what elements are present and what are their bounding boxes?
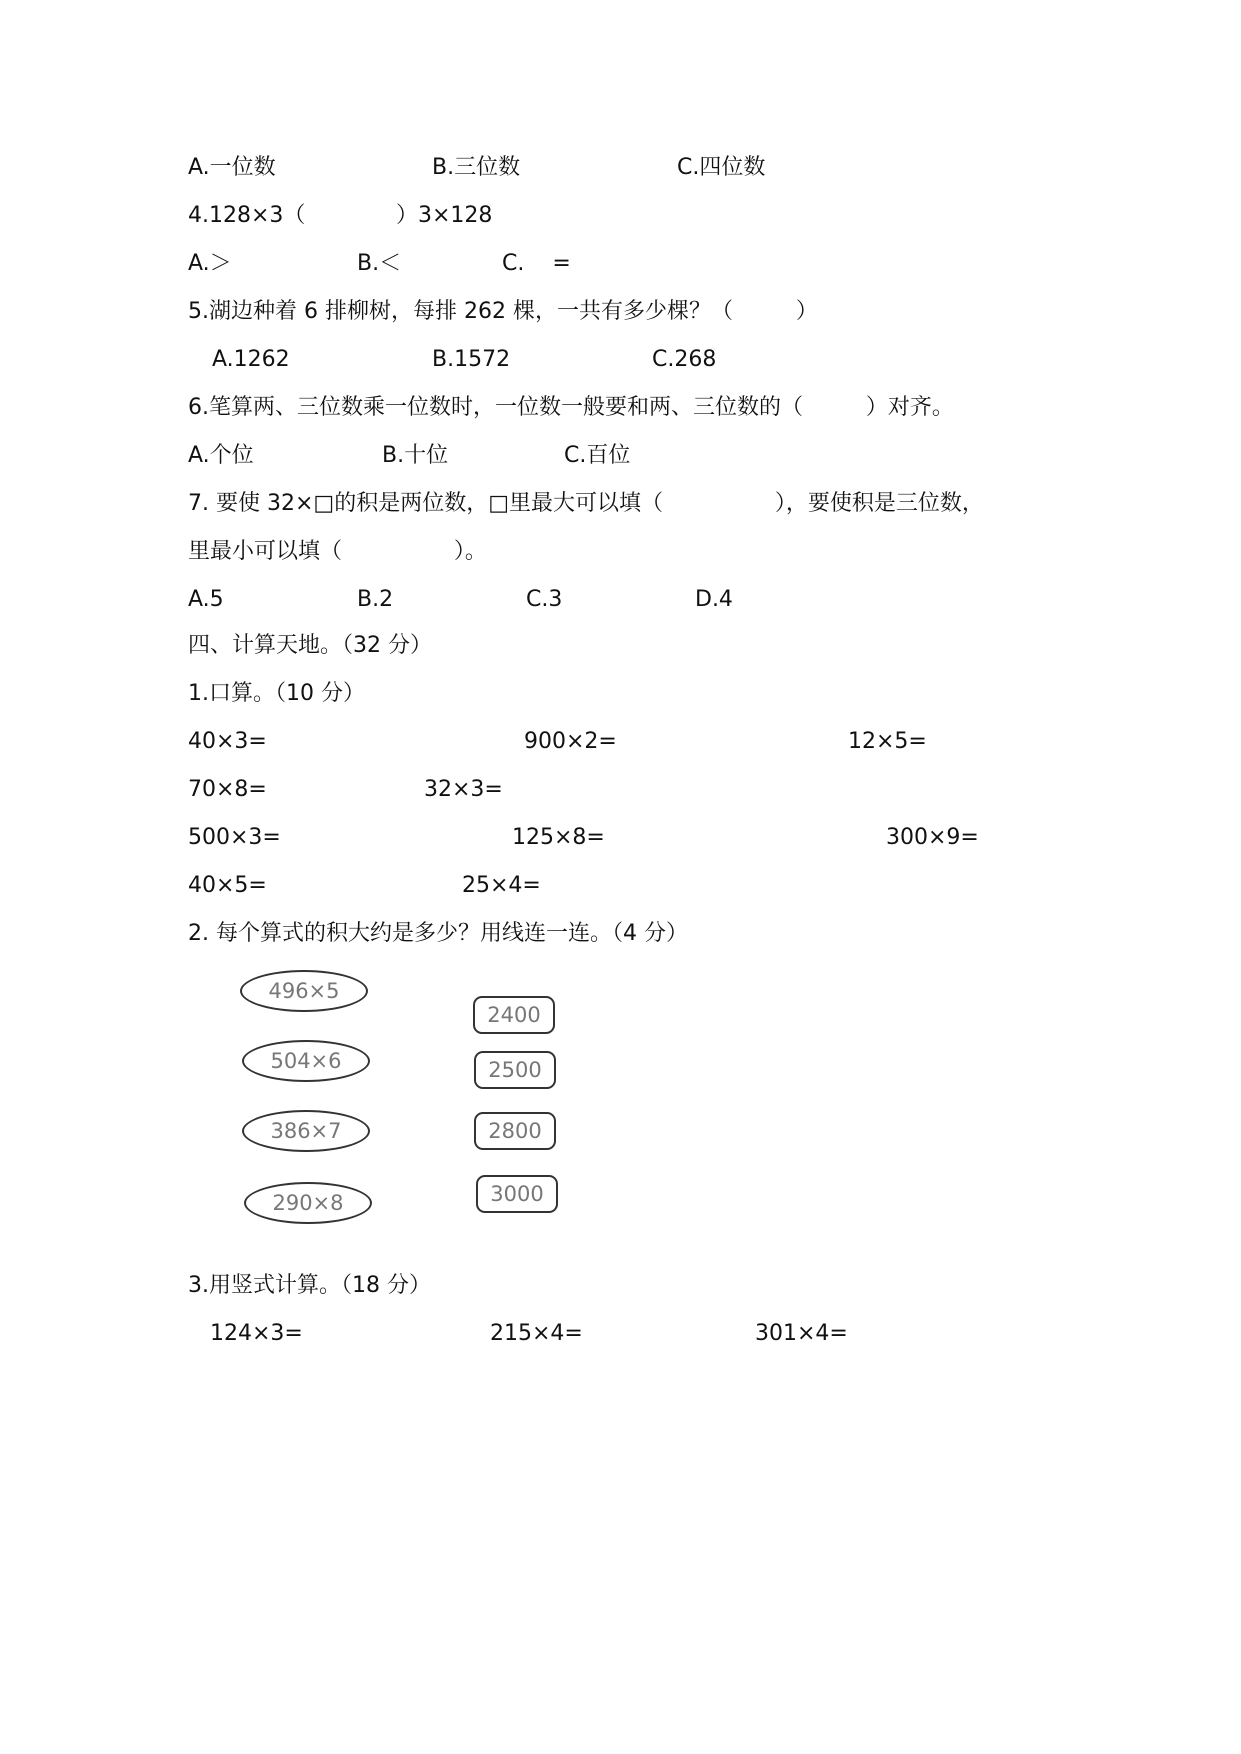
expression-oval[interactable]: 496×5 [240, 970, 368, 1012]
q3-option-c: C.四位数 [677, 155, 766, 180]
q3-option-b: B.三位数 [432, 155, 521, 180]
q6-option-b: B.十位 [382, 443, 449, 468]
part2-title: 2. 每个算式的积大约是多少？用线连一连。（4 分） [188, 921, 688, 946]
q7-option-b: B.2 [357, 587, 394, 612]
part3-title: 3.用竖式计算。（18 分） [188, 1273, 431, 1298]
q4-option-a: A.＞ [188, 251, 232, 276]
q5-option-a: A.1262 [212, 347, 290, 372]
part3-expr: 215×4= [490, 1321, 583, 1346]
part1-expr: 25×4= [462, 873, 541, 898]
value-box[interactable]: 2400 [473, 996, 555, 1034]
part1-expr: 40×5= [188, 873, 267, 898]
section4-title: 四、计算天地。（32 分） [188, 633, 432, 658]
expression-oval[interactable]: 290×8 [244, 1182, 372, 1224]
q6-question: 6.笔算两、三位数乘一位数时，一位数一般要和两、三位数的（ ）对齐。 [188, 395, 954, 420]
part1-expr: 300×9= [886, 825, 979, 850]
q6-option-a: A.个位 [188, 443, 254, 468]
part1-expr: 32×3= [424, 777, 503, 802]
q6-option-c: C.百位 [564, 443, 631, 468]
q4-option-b: B.＜ [357, 251, 402, 276]
q3-option-a: A.一位数 [188, 155, 276, 180]
value-box[interactable]: 2800 [474, 1112, 556, 1150]
part1-expr: 12×5= [848, 729, 927, 754]
q5-option-b: B.1572 [432, 347, 511, 372]
part3-expr: 301×4= [755, 1321, 848, 1346]
part1-expr: 70×8= [188, 777, 267, 802]
q4-option-c: C. = [502, 251, 571, 276]
part1-expr: 40×3= [188, 729, 267, 754]
expression-oval[interactable]: 504×6 [242, 1040, 370, 1082]
q5-question: 5.湖边种着 6 排柳树，每排 262 棵，一共有多少棵？（ ） [188, 299, 818, 324]
q7-option-a: A.5 [188, 587, 224, 612]
q4-question-prefix: 4.128×3（ [188, 203, 306, 228]
value-box[interactable]: 2500 [474, 1051, 556, 1089]
part3-expr: 124×3= [210, 1321, 303, 1346]
part1-expr: 125×8= [512, 825, 605, 850]
value-box[interactable]: 3000 [476, 1175, 558, 1213]
q7-option-c: C.3 [526, 587, 563, 612]
q7-option-d: D.4 [695, 587, 733, 612]
part1-expr: 500×3= [188, 825, 281, 850]
q7-question-line2: 里最小可以填（ ）。 [188, 539, 487, 564]
q7-question-line1: 7. 要使 32×□的积是两位数，□里最大可以填（ ），要使积是三位数， [188, 491, 984, 516]
part1-expr: 900×2= [524, 729, 617, 754]
part1-title: 1.口算。（10 分） [188, 681, 365, 706]
q5-option-c: C.268 [652, 347, 717, 372]
expression-oval[interactable]: 386×7 [242, 1110, 370, 1152]
q4-question-suffix: ）3×128 [396, 203, 493, 228]
